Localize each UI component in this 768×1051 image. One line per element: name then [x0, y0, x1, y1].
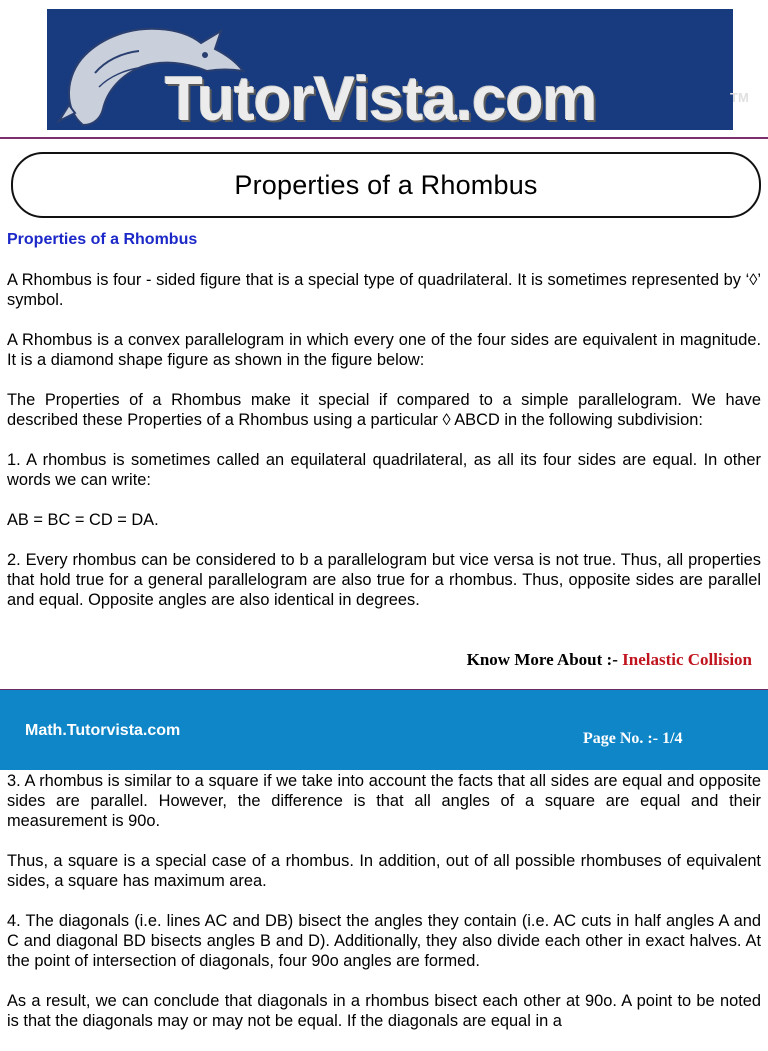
logo-text: TutorVista.com — [165, 65, 597, 134]
page-title: Properties of a Rhombus — [234, 169, 538, 200]
paragraph: 2. Every rhombus can be considered to b a parallelogram but vice versa is not true. Thus, all properties that hold true for a general parallelogram are also true for a rhombus. Thus, opposite sides are parallel and equal. Opposite angles are also identical in degrees. — [7, 551, 761, 609]
page1-content — [7, 230, 761, 630]
paragraph: As a result, we can conclude that diagonals in a rhombus bisect each other at 90o. A point to be noted is that the diagonals may or may not be equal. If the diagonals are equal in a — [7, 992, 761, 1030]
paragraph: 3. A rhombus is similar to a square if we take into account the facts that all sides are equal and opposite sides are parallel. However, the difference is that all angles of a square are equal and their measurement is 90o. — [7, 772, 761, 830]
paragraph: 4. The diagonals (i.e. lines AC and DB) bisect the angles they contain (i.e. AC cuts in half angles A and C and diagonal BD bisects angles B and D). Additionally, they also divide each other in exact halves. At the point of intersection of diagonals, four 90o angles are formed. — [7, 912, 761, 970]
paragraph: 1. A rhombus is sometimes called an equilateral quadrilateral, as all its four sides are equal. In other words we can write: — [7, 451, 761, 489]
inelastic-collision-link[interactable]: Inelastic Collision — [622, 650, 752, 669]
page-number: Page No. :- 1/4 — [583, 730, 683, 747]
paragraph: The Properties of a Rhombus make it special if compared to a simple parallelogram. We have described these Properties of a Rhombus using a particular ◊ ABCD in the following subdivision: — [7, 391, 761, 429]
paragraph: A Rhombus is four - sided figure that is a special type of quadrilateral. It is sometimes represented by ‘◊’ symbol. — [7, 271, 761, 309]
tutorvista-logo-banner — [47, 9, 749, 134]
page-footer-bar — [0, 689, 768, 770]
section-heading: Properties of a Rhombus — [7, 231, 198, 248]
know-more-label: Know More About :- — [466, 650, 623, 669]
title-box — [11, 152, 761, 218]
header-divider — [0, 137, 768, 139]
paragraph: A Rhombus is a convex parallelogram in which every one of the four sides are equivalent in magnitude. It is a diamond shape figure as shown in the figure below: — [7, 331, 761, 369]
page2-content — [7, 771, 761, 1051]
paragraph: Thus, a square is a special case of a rhombus. In addition, out of all possible rhombuses of equivalent sides, a square has maximum area. — [7, 852, 761, 890]
trademark-mark: TM — [730, 90, 749, 105]
know-more-line — [467, 650, 752, 670]
paragraph: AB = BC = CD = DA. — [7, 511, 159, 529]
footer-site-link[interactable]: Math.Tutorvista.com — [25, 722, 181, 739]
